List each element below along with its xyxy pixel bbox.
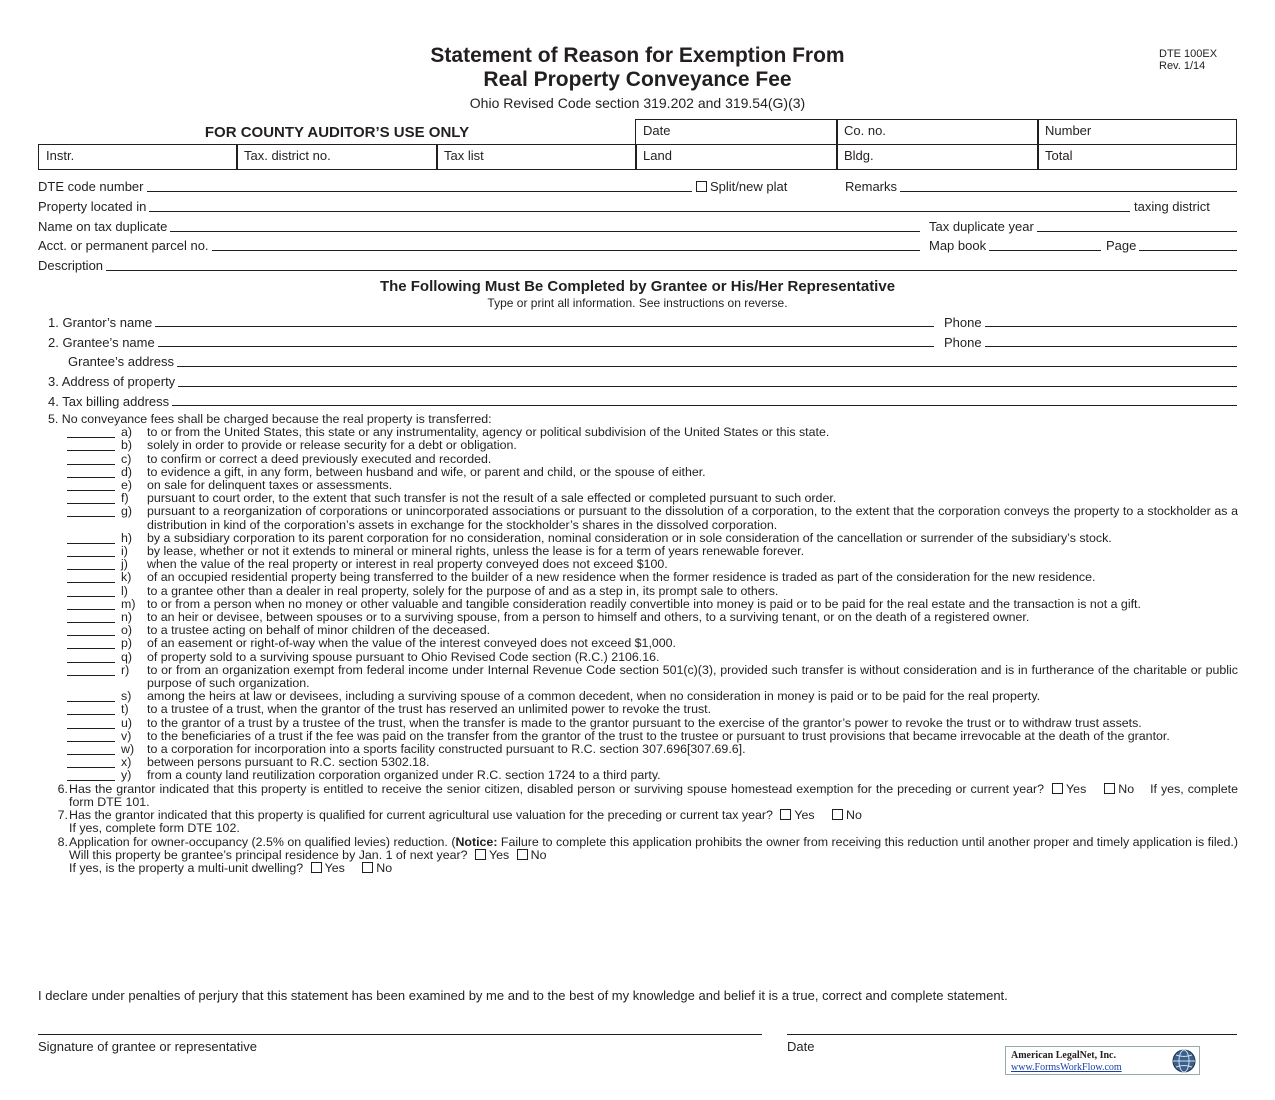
item8-residence-yes-checkbox[interactable] (475, 849, 486, 860)
item5-subitem-blank[interactable] (67, 637, 115, 649)
item5-subitem-blank[interactable] (67, 505, 115, 517)
grantee-name-label: 2. Grantee’s name (48, 335, 158, 350)
cell-label: Total (1045, 148, 1073, 163)
item5-subitem-text: when the value of the real property or interest in real property conveyed does not exceed $100. (147, 557, 668, 572)
auditor-tax-district-cell[interactable] (236, 144, 438, 170)
no-label: No (376, 860, 393, 875)
item5-subitem-letter: h) (121, 530, 133, 545)
item5-subitem (38, 637, 1238, 650)
item5-subitem-blank[interactable] (67, 611, 115, 623)
tax-billing-label: 4. Tax billing address (48, 394, 172, 409)
yes-label: Yes (489, 847, 510, 862)
acct-parcel-label: Acct. or permanent parcel no. (38, 238, 212, 253)
property-located-label: Property located in (38, 199, 149, 214)
item5-subitem-blank[interactable] (67, 717, 115, 729)
item5-subitem-text: pursuant to a reorganization of corporations or unincorporated associations or pursuant to the dissolution of a corporation, to the extent that the corporation conveys the property to a stockholder as a distribution in kind of the corporation’s assets in exchange for the stockholder’s shares in the dissolved corporation. (147, 504, 1238, 532)
auditor-total-cell[interactable] (1037, 144, 1237, 170)
item5-subitem-text: to an heir or devisee, between spouses or to a surviving spouse, from a person to himself and others, to a surviving tenant, or on the death of a registered owner. (147, 610, 1030, 625)
property-address-label: 3. Address of property (48, 374, 178, 389)
item5-subitem-letter: l) (121, 583, 128, 598)
property-address-input[interactable] (48, 386, 1237, 387)
signature-date-input[interactable] (787, 1034, 1237, 1035)
item5-subitem-letter: o) (121, 623, 133, 638)
item5-subitem-blank[interactable] (67, 585, 115, 597)
item5-subitem-blank[interactable] (67, 703, 115, 715)
item5-subitem-letter: t) (121, 702, 129, 717)
item5-subitem (38, 439, 1238, 452)
name-on-tax-label: Name on tax duplicate (38, 219, 170, 234)
signature-input[interactable] (38, 1034, 762, 1035)
item5-subitem-blank[interactable] (67, 479, 115, 491)
perjury-declaration: I declare under penalties of perjury that this statement has been examined by me and to the best of my knowledge and belief it is a true, correct and complete statement. (38, 988, 1008, 1003)
auditor-land-cell[interactable] (635, 144, 838, 170)
item5-subitem-blank[interactable] (67, 492, 115, 504)
item5-subitem-letter: v) (121, 728, 132, 743)
item5-subitem-text: to a trustee of a trust, when the grantor of the trust has reserved an unlimited power to revoke the trust. (147, 702, 712, 717)
item5-subitem-blank[interactable] (67, 756, 115, 768)
item5-subitem-letter: w) (121, 742, 135, 757)
item8-multi-no-checkbox[interactable] (362, 862, 373, 873)
form-title-line2: Real Property Conveyance Fee (483, 68, 792, 91)
item-number: 6. (57, 781, 68, 796)
item5-subitem-letter: s) (121, 689, 132, 704)
item5-subitem (38, 453, 1238, 466)
cell-label: Tax list (444, 148, 484, 163)
auditor-instr-cell[interactable] (38, 144, 238, 170)
logo-url: www.FormsWorkFlow.com (1011, 1062, 1122, 1073)
item5-subitem-text: to confirm or correct a deed previously executed and recorded. (147, 451, 492, 466)
signature-date-label: Date (787, 1039, 817, 1054)
yes-label: Yes (1066, 781, 1087, 796)
item5-subitem-blank[interactable] (67, 743, 115, 755)
no-label: No (846, 808, 862, 823)
item5-subitem (38, 505, 1238, 531)
item6-yes-checkbox[interactable] (1052, 783, 1063, 794)
item5-subitem-letter: a) (121, 425, 133, 440)
taxing-district-label: taxing district (1134, 199, 1213, 214)
item5-subitem-text: to the beneficiaries of a trust if the fee was paid on the transfer from the grantor of the trust to the trustee or pursuant to trust provisions that became irrevocable at the death of the grantor. (147, 728, 1170, 743)
item5-subitem-blank[interactable] (67, 453, 115, 465)
item5-subitem (38, 717, 1238, 730)
cell-label: Tax. district no. (244, 148, 331, 163)
map-book-label: Map book (929, 238, 989, 253)
grantee-name-input[interactable] (48, 346, 934, 347)
item5-subitem-text: to or from an organization exempt from federal income under Internal Revenue Code section 501(c)(3), provided such transfer is without consideration and is in furtherance of the charitable or public purpose of such organization. (147, 662, 1238, 691)
item7-text: Has the grantor indicated that this property is qualified for current agricultural use valuation for the preceding or current tax year? (69, 808, 773, 823)
item5-subitem-letter: u) (121, 715, 133, 730)
item5-subitem-letter: k) (121, 570, 132, 585)
item5-subitem-letter: m) (121, 596, 136, 611)
tax-billing-input[interactable] (48, 405, 1237, 406)
item5-subitem-blank[interactable] (67, 624, 115, 636)
grantee-section-instructions: Type or print all information. See instructions on reverse. (487, 296, 788, 310)
exemption-items (38, 413, 1238, 875)
grantor-name-label: 1. Grantor’s name (48, 315, 155, 330)
cell-label: Land (643, 148, 672, 163)
cell-label: Co. no. (844, 123, 886, 138)
auditor-co-no-cell[interactable] (836, 119, 1039, 145)
item5-subitem-letter: c) (121, 451, 132, 466)
item7-yes-checkbox[interactable] (780, 809, 791, 820)
auditor-tax-list-cell[interactable] (436, 144, 637, 170)
item5-subitem-letter: e) (121, 478, 133, 493)
item5-subitem-blank[interactable] (67, 769, 115, 781)
item7 (38, 809, 1238, 835)
item5-subitem-blank[interactable] (67, 439, 115, 451)
item6 (38, 783, 1238, 809)
checkbox-icon (696, 181, 707, 192)
remarks-label: Remarks (845, 179, 900, 194)
form-number: DTE 100EX (1159, 48, 1218, 60)
item5-intro: 5. No conveyance fees shall be charged because the real property is transferred: (48, 412, 492, 426)
cell-label: Number (1045, 123, 1092, 138)
item5-subitem-letter: x) (121, 755, 132, 770)
item5-subitem-letter: f) (121, 491, 129, 506)
item6-after-text: If yes, complete form DTE 101. (69, 781, 1238, 809)
item5-subitem-text: of property sold to a surviving spouse pursuant to Ohio Revised Code section (R.C.) 2106.16. (147, 649, 660, 664)
grantor-name-input[interactable] (48, 326, 934, 327)
item-number: 8. (57, 834, 68, 849)
item8-multi-yes-checkbox[interactable] (311, 862, 322, 873)
item5-subitem-letter: j) (121, 557, 128, 572)
item8-multi-unit-text: If yes, is the property a multi-unit dwelling? (69, 860, 304, 875)
item5-subitem-text: to a corporation for incorporation into a sports facility constructed pursuant to R.C. section 307.696[307.69.6]. (147, 742, 746, 757)
item6-text: Has the grantor indicated that this property is entitled to receive the senior citizen, disabled person or surviving spouse homestead exemption for the preceding or current year? (69, 781, 1045, 796)
grantee-phone-label: Phone (944, 335, 985, 350)
item8-residence-no-checkbox[interactable] (517, 849, 528, 860)
item5-subitem-blank[interactable] (67, 532, 115, 544)
item5-subitem-text: to the grantor of a trust by a trustee of the trust, when the transfer is made to the grantor pursuant to the exercise of the grantor’s power to revoke the trust or to withdraw trust assets. (147, 715, 1142, 730)
american-legalnet-logo[interactable] (1005, 1046, 1200, 1075)
item5-subitem-letter: y) (121, 768, 132, 783)
item5-subitem-blank[interactable] (67, 730, 115, 742)
item5-subitem-blank[interactable] (67, 466, 115, 478)
item8 (38, 836, 1238, 876)
item5-subitem-text: on sale for delinquent taxes or assessments. (147, 478, 393, 493)
item5-subitem-letter: b) (121, 438, 133, 453)
item5-subitem-blank[interactable] (67, 598, 115, 610)
auditor-number-cell[interactable] (1037, 119, 1237, 145)
item5-subitem-text: of an occupied residential property being transferred to the builder of a new residence when the former residence is traded as part of the consideration for the new residence. (147, 570, 1096, 585)
description-input[interactable] (38, 270, 1237, 271)
cell-label: Bldg. (844, 148, 874, 163)
page-label: Page (1106, 238, 1139, 253)
yes-label: Yes (794, 808, 815, 823)
remarks-input[interactable] (845, 191, 1237, 192)
item8-notice: Notice: (455, 834, 498, 849)
item5-subitem-blank[interactable] (67, 651, 115, 663)
item7-after-text: If yes, complete form DTE 102. (69, 821, 240, 836)
grantee-address-input[interactable] (68, 366, 1237, 367)
no-label: No (530, 847, 547, 862)
item5-subitem-letter: p) (121, 636, 133, 651)
grantee-address-label: Grantee’s address (68, 354, 177, 369)
grantor-phone-input[interactable] (944, 326, 1237, 327)
tax-year-label: Tax duplicate year (929, 219, 1037, 234)
item5-subitem-text: to evidence a gift, in any form, between husband and wife, or parent and child, or the spouse of either. (147, 464, 706, 479)
auditor-heading: FOR COUNTY AUDITOR’S USE ONLY (204, 124, 470, 141)
item5-subitem-text: to a trustee acting on behalf of minor children of the deceased. (147, 623, 491, 638)
split-plat-checkbox[interactable] (696, 179, 790, 194)
item5-subitem-text: from a county land reutilization corporation organized under R.C. section 1724 to a third party. (147, 768, 661, 783)
item5-subitem-blank[interactable] (67, 545, 115, 557)
item8-text-a: Application for owner-occupancy (2.5% on qualified levies) reduction. ( (69, 834, 456, 849)
item-number: 7. (57, 808, 68, 823)
form-title-line1: Statement of Reason for Exemption From (430, 44, 845, 67)
cell-label: Date (643, 123, 671, 138)
globe-icon (1172, 1049, 1196, 1073)
item6-no-checkbox[interactable] (1104, 783, 1115, 794)
item5-subitem-blank[interactable] (67, 571, 115, 583)
item5-subitem (38, 664, 1238, 690)
grantee-phone-input[interactable] (944, 346, 1237, 347)
form-subtitle: Ohio Revised Code section 319.202 and 319.54(G)(3) (469, 95, 806, 111)
grantee-section-heading: The Following Must Be Completed by Grantee or His/Her Representative (379, 278, 896, 295)
dte-code-label: DTE code number (38, 179, 147, 194)
item5-subitem-letter: n) (121, 610, 133, 625)
item5-subitem (38, 571, 1238, 584)
item5-subitem-text: to or from a person when no money or other valuable and tangible consideration readily convertible into money is paid or to be paid for the real estate and the transaction is not a gift. (147, 596, 1141, 611)
item5-subitem-list (38, 426, 1238, 782)
item5-subitem-text: to or from the United States, this state or any instrumentality, agency or political subdivision of the United States or this state. (147, 425, 830, 440)
item5-subitem (38, 585, 1238, 598)
auditor-date-cell[interactable] (635, 119, 838, 145)
description-label: Description (38, 258, 106, 273)
item5-subitem-letter: g) (121, 504, 133, 519)
item5-subitem-text: by a subsidiary corporation to its parent corporation for no consideration, nominal consideration or in sole consideration of the cancellation or surrender of the subsidiary’s stock. (147, 530, 1112, 545)
logo-company: American LegalNet, Inc. (1011, 1050, 1116, 1061)
item7-no-checkbox[interactable] (832, 809, 843, 820)
split-plat-label: Split/new plat (710, 179, 788, 194)
auditor-bldg-cell[interactable] (836, 144, 1039, 170)
item5-subitem-letter: q) (121, 649, 133, 664)
item5-subitem-text: to a grantee other than a dealer in real property, solely for the purpose of and as a step in, its prompt sale to others. (147, 583, 779, 598)
item5-subitem-blank[interactable] (67, 690, 115, 702)
grantor-phone-label: Phone (944, 315, 985, 330)
item5-subitem-blank[interactable] (67, 558, 115, 570)
item5-subitem-text: among the heirs at law or devisees, including a surviving spouse of a common decedent, when no consideration in money is paid or to be paid for the real property. (147, 689, 1041, 704)
item5-subitem (38, 703, 1238, 716)
item5-subitem-blank[interactable] (67, 426, 115, 438)
item5-subitem-letter: r) (121, 662, 130, 677)
form-revision: Rev. 1/14 (1159, 60, 1206, 72)
item5-subitem-blank[interactable] (67, 664, 115, 676)
item5-subitem-letter: i) (121, 544, 128, 559)
cell-label: Instr. (46, 148, 75, 163)
item5-subitem (38, 651, 1238, 664)
item5-subitem-text: solely in order to provide or release security for a debt or obligation. (147, 438, 517, 453)
yes-label: Yes (324, 860, 345, 875)
no-label: No (1118, 781, 1135, 796)
item5-subitem-letter: d) (121, 464, 133, 479)
item5-subitem-text: between persons pursuant to R.C. section 5302.18. (147, 755, 430, 770)
property-located-input[interactable] (38, 211, 1130, 212)
item5-subitem-text: of an easement or right-of-way when the value of the interest conveyed does not exceed $1,000. (147, 636, 676, 651)
item5-subitem-text: pursuant to court order, to the extent that such transfer is not the result of a sale effected or completed pursuant to such order. (147, 491, 837, 506)
item5-subitem-text: by lease, whether or not it extends to mineral or mineral rights, unless the lease is for a term of years renewable forever. (147, 544, 805, 559)
item8-text-b: Failure to complete this application prohibits the owner from receiving this reduction until another proper and timely application is filed.) Will this property be grantee’s principal residence by Jan. 1 of next year? (69, 834, 1238, 862)
signature-label: Signature of grantee or representative (38, 1039, 260, 1054)
